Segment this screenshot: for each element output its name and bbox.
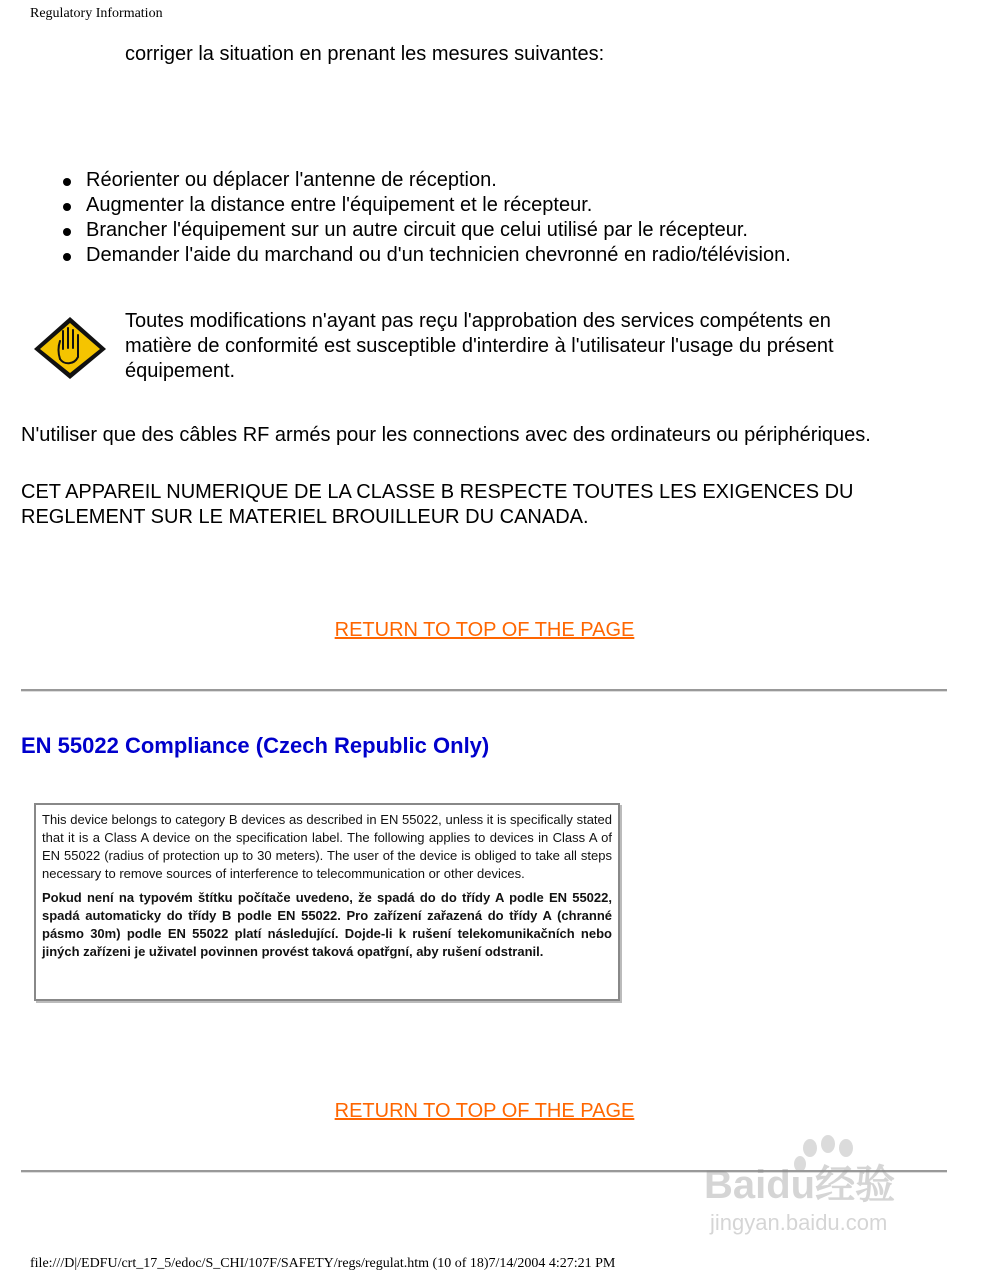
canada-compliance-notice: CET APPAREIL NUMERIQUE DE LA CLASSE B RESPECTE TOUTES LES EXIGENCES DU REGLEMENT SUR LE MATERIEL BROUILLEUR DU CANADA. [21, 481, 854, 528]
bullet-icon [63, 228, 71, 236]
horizontal-divider [21, 689, 947, 692]
list-item: Demander l'aide du marchand ou d'un technicien chevronné en radio/télévision. [60, 243, 791, 268]
section-title: EN 55022 Compliance (Czech Republic Only) [21, 733, 490, 758]
bullet-icon [63, 178, 71, 186]
bullet-icon [63, 203, 71, 211]
intro-text: corriger la situation en prenant les mesures suivantes: [125, 43, 605, 65]
compliance-notice-box [34, 803, 620, 1001]
hand-warning-icon [30, 313, 110, 381]
warning-text: Toutes modifications n'ayant pas reçu l'approbation des services compétents en matière de conformité est susceptible d'interdire à l'utilisateur l'usage du présent équipement. [125, 310, 834, 382]
page-header: Regulatory Information [30, 6, 163, 21]
baidu-watermark [700, 1130, 940, 1240]
measures-list [60, 168, 791, 268]
list-item: Brancher l'équipement sur un autre circuit que celui utilisé par le récepteur. [60, 218, 791, 243]
notice-czech: Pokud není na typovém štítku počítače uvedeno, že spadá do do třídy A podle EN 55022, spadá automaticky do třídy B podle EN 55022. Pro zařízení zařazená do třídy A (chranné pásmo 30m) podle EN 55022 platí následující. Dojde-li k rušení telekomunikačních nebo jiných zařízeni je uživatel povinnen provést taková opatřgní, aby rušení odstranil. [42, 890, 612, 959]
watermark-url: jingyan.baidu.com [710, 1210, 888, 1235]
list-item: Augmenter la distance entre l'équipement et le récepteur. [60, 193, 791, 218]
list-item: Réorienter ou déplacer l'antenne de réception. [60, 168, 791, 193]
return-to-top-link[interactable]: RETURN TO TOP OF THE PAGE [334, 619, 635, 641]
return-to-top-link[interactable]: RETURN TO TOP OF THE PAGE [334, 1100, 635, 1122]
notice-english: This device belongs to category B devices as described in EN 55022, unless it is specifically stated that it is a Class A device on the specification label. The following applies to devices in Class A of EN 55022 (radius of protection up to 30 meters). The user of the device is obliged to take all steps necessary to remove sources of interference to telecommunication or other devices. [42, 812, 612, 881]
watermark-brand: Baidu经验 [704, 1163, 896, 1207]
rf-cable-notice: N'utiliser que des câbles RF armés pour les connections avec des ordinateurs ou périphériques. [21, 424, 871, 446]
bullet-icon [63, 253, 71, 261]
page-footer-path: file:///D|/EDFU/crt_17_5/edoc/S_CHI/107F/SAFETY/regs/regulat.htm (10 of 18)7/14/2004 4:27:21 PM [30, 1256, 616, 1271]
